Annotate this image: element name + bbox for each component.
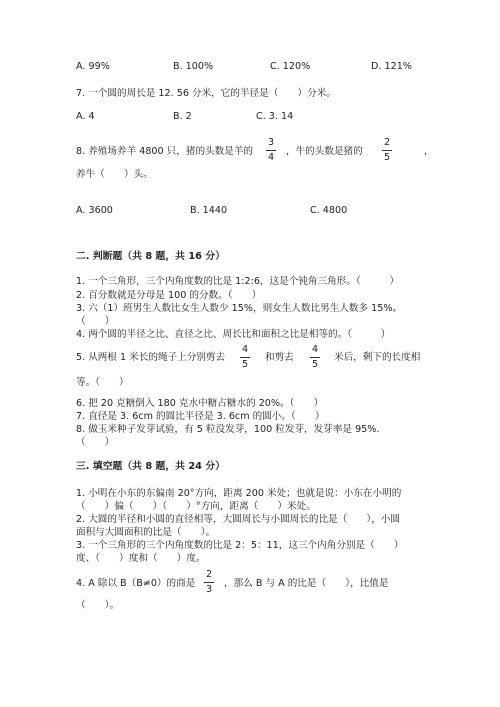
fraction-numerator: 2	[383, 137, 391, 148]
q8-fraction-2	[380, 137, 394, 163]
s3-line-6: 度、（ ）度和（ ）度。	[76, 553, 206, 564]
fraction-denominator: 5	[383, 152, 391, 163]
s2-item-2: 2. 百分数就是分母是 100 的分数。（ ）	[76, 290, 262, 301]
q8-option-c: C. 4800	[310, 205, 348, 216]
fraction-bar	[382, 150, 392, 151]
q8-text-part3: ，	[424, 146, 434, 157]
fraction-bar	[240, 357, 250, 358]
q6-option-c: C. 120%	[270, 61, 311, 72]
s2-item-5-part2: 和剪去	[265, 352, 294, 363]
q6-option-a: A. 99%	[76, 61, 110, 72]
q7-stem: 7. 一个圆的周长是 12. 56 分米，它的半径是（ ）分米。	[76, 88, 336, 99]
q6-option-b: B. 100%	[173, 61, 214, 72]
s2-item-5-line2: 等。（ ）	[76, 377, 129, 388]
q8-text-part1: 8. 养殖场养羊 4800 只，猪的头数是羊的	[76, 146, 254, 157]
s2-item-7: 7. 直径是 3. 6cm 的圆比半径是 3. 6cm 的圆小。（ ）	[76, 411, 325, 422]
fraction-bar	[204, 582, 214, 583]
s3-line-4: 面积与大圆面积的比是（ ）。	[76, 527, 216, 538]
s2-item-6: 6. 把 20 克糖倒入 180 克水中糖占糖水的 20%。（ ）	[76, 398, 324, 409]
q8-line2: 养牛（ ）头。	[76, 169, 153, 180]
s3-line-3: 2. 大圆的半径和小圆的直径相等，大圆周长与小圆周长的比是（ ），小圆	[76, 514, 400, 525]
fraction-denominator: 5	[311, 359, 319, 370]
fraction-denominator: 4	[267, 152, 275, 163]
q6-option-d: D. 121%	[371, 61, 412, 72]
s3-line-1: 1. 小明在小东的东偏南 20°方向，距离 200 米处；也就是说：小东在小明的	[76, 488, 402, 499]
q8-text-part2: ，牛的头数是猪的	[286, 146, 363, 157]
q8-fraction-1	[264, 137, 278, 163]
q8-option-b: B. 1440	[190, 205, 228, 216]
q7-option-c: C. 3. 14	[256, 111, 294, 122]
s2-item-5-part3: 米后，剩下的长度相	[334, 352, 421, 363]
s2-item-1: 1. 一个三角形，三个内角度数的比是 1:2:6，这是个钝角三角形。（ ）	[76, 276, 400, 287]
fraction-bar	[266, 150, 276, 151]
s3-item-4-part2: ，那么 B 与 A 的比是（ ），比值是	[224, 578, 389, 589]
fraction-denominator: 3	[205, 584, 213, 595]
q8-option-a: A. 3600	[76, 205, 113, 216]
fraction-numerator: 2	[205, 569, 213, 580]
fraction-denominator: 5	[241, 359, 249, 370]
s2-item-8-continued: （ ）	[76, 437, 115, 448]
fraction-numerator: 4	[311, 344, 319, 355]
section3-title: 三. 填空题（共 8 题，共 24 分）	[76, 461, 225, 472]
s3-line-2: （ ）偏（ ）（ ）°方向，距离（ ）米处。	[76, 501, 316, 512]
s2-item-4: 4. 两个圆的半径之比、直径之比、周长比和面积之比是相等的。（ ）	[76, 329, 391, 340]
s3-item-4-fraction	[202, 569, 216, 595]
q7-option-b: B. 2	[173, 111, 192, 122]
s3-item-4-line2: （ ）。	[76, 600, 120, 611]
s2-item-5-fraction-1	[238, 344, 252, 370]
s3-line-5: 3. 一个三角形的三个内角度数的比是 2：5：11，这三个内角分别是（ ）	[76, 540, 404, 551]
s2-item-8: 8. 做玉米种子发芽试验，有 5 粒没发芽，100 粒发芽，发芽率是 95%.	[76, 424, 380, 435]
s2-item-5-fraction-2	[308, 344, 322, 370]
s2-item-3-continued: （ ）	[76, 316, 115, 327]
fraction-numerator: 3	[267, 137, 275, 148]
s2-item-5-part1: 5. 从两根 1 米长的绳子上分别剪去	[76, 352, 226, 363]
section2-title: 二. 判断题（共 8 题，共 16 分）	[76, 251, 225, 262]
s3-item-4-part1: 4. A 除以 B（B≠0）的商是	[76, 578, 196, 589]
fraction-bar	[310, 357, 320, 358]
q7-option-a: A. 4	[76, 111, 95, 122]
fraction-numerator: 4	[241, 344, 249, 355]
s2-item-3: 3. 六（1）班男生人数比女生人数少 15%，则女生人数比男生人数多 15%。	[76, 303, 403, 314]
